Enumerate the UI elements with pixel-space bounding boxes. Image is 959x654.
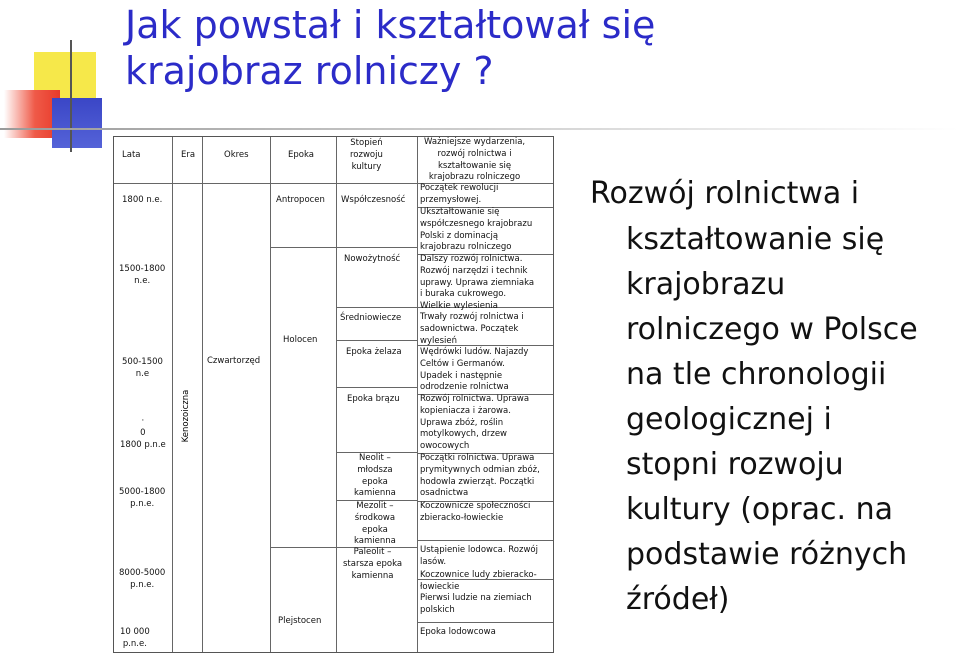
okres-label: Czwartorzęd <box>207 356 261 366</box>
stopien-label: Średniowiecze <box>340 313 402 323</box>
wydarzenie-cell: Rozwój rolnictwa. Uprawa kopieniacza i żarowa. Uprawa zbóż, roślin motylkowych, drzew owocowych <box>420 394 530 452</box>
wydarzenie-cell: Pierwsi ludzie na ziemiach polskich <box>420 593 532 615</box>
lata-cell: 5000-1800 p.n.e. <box>119 487 166 509</box>
deco-vertical-line <box>70 40 72 152</box>
side-line: na tle chronologii <box>626 357 887 392</box>
era-label: Kenozoiczna <box>181 389 191 443</box>
side-line: Rozwój rolnictwa i <box>590 176 860 211</box>
stopien-label: Mezolit – środkowa epoka kamienna <box>354 501 396 547</box>
stopien-label: Nowożytność <box>344 254 401 264</box>
wydarzenie-cell: Ustąpienie lodowca. Rozwój lasów. <box>420 545 538 567</box>
chronology-table <box>113 136 554 653</box>
wydarzenie-cell: Dalszy rozwój rolnictwa. Rozwój narzędzi i technik uprawy. Uprawa ziemniaka i buraka cukrowego. Wielkie wylesienia <box>420 254 535 312</box>
wydarzenie-cell: Trwały rozwój rolnictwa i sadownictwa. Początek wylesień <box>420 312 524 346</box>
side-line: geologicznej i <box>626 402 832 437</box>
lata-cell: · 0 1800 p.n.e <box>120 416 166 450</box>
side-line: kultury (oprac. na <box>626 492 893 527</box>
lata-cell: 500-1500 n.e <box>122 357 163 379</box>
header-era: Era <box>181 150 196 160</box>
deco-blue-square <box>52 98 102 148</box>
deco-horizontal-line <box>0 128 959 130</box>
side-line: podstawie różnych <box>626 537 908 572</box>
side-line: rolniczego w Polsce <box>626 312 918 347</box>
stopien-label: Epoka żelaza <box>346 347 402 357</box>
lata-cell: 1800 n.e. <box>122 195 163 205</box>
header-wydarzenia: Ważniejsze wydarzenia, rozwój rolnictwa i kształtowanie się krajobrazu rolniczego <box>424 137 526 183</box>
stopien-label: Współczesność <box>341 195 406 205</box>
side-line: krajobrazu <box>626 267 786 302</box>
epoka-label: Plejstocen <box>278 616 322 626</box>
stopien-label: Epoka brązu <box>347 394 400 404</box>
header-epoka: Epoka <box>288 150 314 160</box>
page-title <box>125 2 955 94</box>
title-line-1: Jak powstał i kształtował się <box>125 3 656 47</box>
header-okres: Okres <box>224 150 249 160</box>
side-line: stopni rozwoju <box>626 447 844 482</box>
wydarzenie-cell: Ukształtowanie się współczesnego krajobrazu Polski z dominacją krajobrazu rolniczego <box>420 207 533 253</box>
title-line-2: krajobraz rolniczy ? <box>125 49 494 93</box>
wydarzenie-cell: Wędrówki ludów. Najazdy Celtów i Germanów. Upadek i następnie odrodzenie rolnictwa <box>420 347 529 393</box>
wydarzenie-cell: Epoka lodowcowa <box>420 627 496 637</box>
epoka-label: Holocen <box>283 335 318 345</box>
side-line: kształtowanie się <box>626 222 885 257</box>
stopien-label: Neolit – młodsza epoka kamienna <box>354 453 396 499</box>
wydarzenie-cell: Początki rolnictwa. Uprawa prymitywnych odmian zbóż, hodowla zwierząt. Początki osadnictwa <box>420 453 540 499</box>
wydarzenie-cell: Koczownice ludy zbieracko- łowieckie <box>420 570 537 592</box>
wydarzenie-cell: Początek rewolucji przemysłowej. <box>420 183 499 205</box>
lata-cell: 10 000 p.n.e. <box>120 627 150 649</box>
lata-cell: 1500-1800 n.e. <box>119 264 166 286</box>
lata-cell: 8000-5000 p.n.e. <box>119 568 166 590</box>
side-line: źródeł) <box>626 582 730 617</box>
epoka-label: Antropocen <box>276 195 325 205</box>
header-lata: Lata <box>122 150 141 160</box>
stopien-label: Paleolit – starsza epoka kamienna <box>343 547 403 581</box>
header-stopien: Stopień rozwoju kultury <box>350 138 383 172</box>
wydarzenie-cell: Koczownicze społeczności zbieracko-łowieckie <box>420 501 531 523</box>
side-description <box>590 170 958 622</box>
